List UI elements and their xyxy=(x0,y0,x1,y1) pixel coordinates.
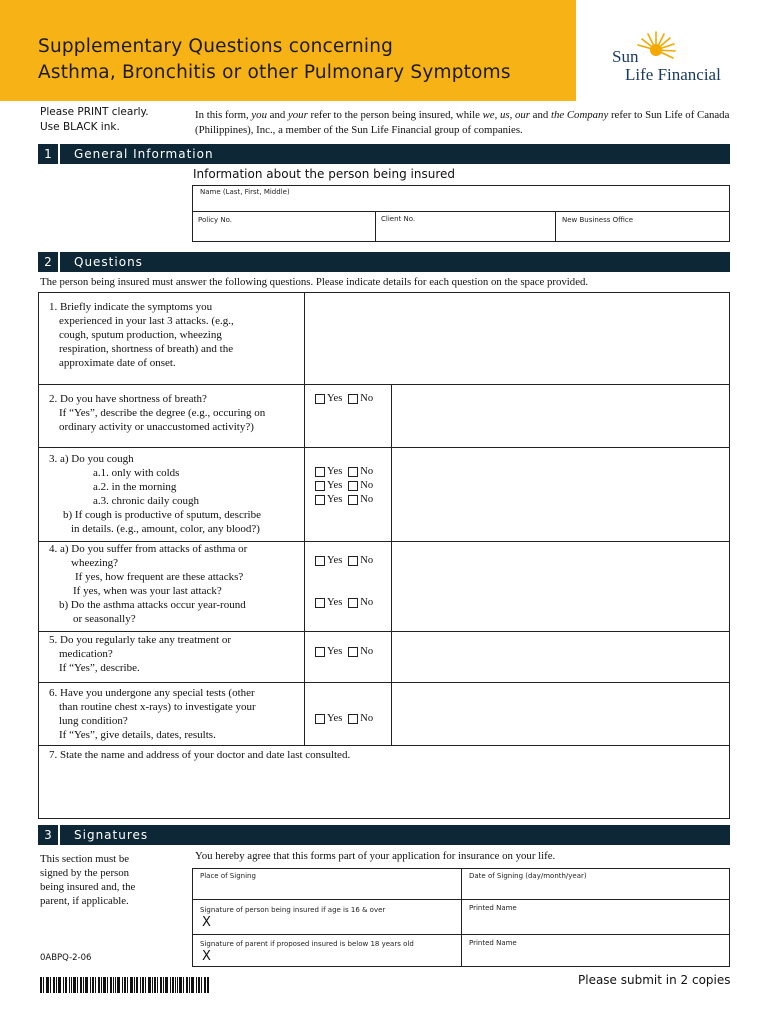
form-title-line2: Asthma, Bronchitis or other Pulmonary Symptoms xyxy=(38,62,511,83)
intro-text: refer to Sun Life of Canada (Philippines), Inc., a member of the Sun Life Financial group of companies. xyxy=(195,109,730,136)
q3a1-yes-no xyxy=(315,466,373,477)
section-2-header xyxy=(38,252,730,272)
signature-x-mark: X xyxy=(202,949,211,964)
place-caption: Place of Signing xyxy=(200,872,256,880)
parent-signature-field[interactable] xyxy=(192,934,462,967)
form-title-line1: Supplementary Questions concerning xyxy=(38,36,394,57)
insured-printed-name-field[interactable] xyxy=(461,899,730,935)
print-clearly-text: Please PRINT clearly. xyxy=(40,106,149,118)
signature-x-mark: X xyxy=(202,915,211,930)
q4b-no-checkbox[interactable] xyxy=(348,598,358,608)
q3a1-no-checkbox[interactable] xyxy=(348,467,358,477)
name-caption: Name (Last, First, Middle) xyxy=(200,188,290,196)
question-2-line: 2. Do you have shortness of breath? xyxy=(49,393,207,405)
question-6-line: lung condition? xyxy=(59,715,128,727)
question-3-line: b) If cough is productive of sputum, describe xyxy=(63,509,261,521)
note-line: signed by the person xyxy=(40,867,130,879)
barcode xyxy=(40,977,210,993)
question-6-line: If “Yes”, give details, dates, results. xyxy=(59,729,216,741)
q5-no-checkbox[interactable] xyxy=(348,647,358,657)
q3a3-yes-checkbox[interactable] xyxy=(315,495,325,505)
q3a3-yes-no xyxy=(315,494,373,505)
intro-you: you xyxy=(251,109,267,121)
no-label: No xyxy=(360,555,374,566)
yes-label: Yes xyxy=(327,713,343,724)
q6-yes-checkbox[interactable] xyxy=(315,714,325,724)
yes-label: Yes xyxy=(327,393,343,404)
question-5-line: medication? xyxy=(59,648,113,660)
name-field[interactable] xyxy=(192,185,730,212)
section-title: Questions xyxy=(74,255,143,269)
question-5-line: 5. Do you regularly take any treatment or xyxy=(49,634,232,646)
yes-label: Yes xyxy=(327,555,343,566)
section-number: 1 xyxy=(38,144,60,164)
q5-yes-checkbox[interactable] xyxy=(315,647,325,657)
yes-label: Yes xyxy=(327,597,343,608)
question-6-answer[interactable] xyxy=(391,682,730,746)
form-code: 0ABPQ-2-06 xyxy=(40,953,92,963)
question-3-answer[interactable] xyxy=(391,447,730,542)
question-4-answer[interactable] xyxy=(391,541,730,632)
intro-the-company: the Company xyxy=(550,109,609,121)
no-label: No xyxy=(360,597,374,608)
client-caption: Client No. xyxy=(381,215,416,223)
yes-label: Yes xyxy=(327,494,343,505)
question-4-line: wheezing? xyxy=(71,557,119,569)
q4a-yes-checkbox[interactable] xyxy=(315,556,325,566)
parent-signature-caption: Signature of parent if proposed insured is below 18 years old xyxy=(200,940,414,948)
q4b-yes-no xyxy=(315,597,373,608)
q3a1-yes-checkbox[interactable] xyxy=(315,467,325,477)
intro-text: refer to the person being insured, while xyxy=(307,109,483,121)
question-2-answer[interactable] xyxy=(391,384,730,448)
section-number: 3 xyxy=(38,825,60,845)
no-label: No xyxy=(360,494,374,505)
question-5-line: If “Yes”, describe. xyxy=(59,662,140,674)
question-1-line: approximate date of onset. xyxy=(59,357,176,369)
print-instructions xyxy=(40,105,180,135)
no-label: No xyxy=(360,713,374,724)
question-1-line: 1. Briefly indicate the symptoms you xyxy=(49,301,213,313)
logo-text-life-financial: Life Financial xyxy=(625,65,721,84)
parent-printed-name-field[interactable] xyxy=(461,934,730,967)
question-7-text: 7. State the name and address of your doctor and date last consulted. xyxy=(49,749,351,761)
policy-number-field[interactable] xyxy=(192,211,376,242)
intro-text: and xyxy=(266,109,288,121)
office-caption: New Business Office xyxy=(562,216,634,224)
section-3-header xyxy=(38,825,730,845)
intro-text: In this form, xyxy=(195,109,252,121)
question-4-line: If yes, when was your last attack? xyxy=(73,585,222,597)
note-line: parent, if applicable. xyxy=(40,895,129,907)
question-2-line: ordinary activity or unaccustomed activity?) xyxy=(59,421,254,433)
logo-text-sun: Sun xyxy=(612,47,639,66)
question-1-line: respiration, shortness of breath) and the xyxy=(59,343,234,355)
q3a3-no-checkbox[interactable] xyxy=(348,495,358,505)
section-title: General Information xyxy=(74,147,214,161)
question-2-line: If “Yes”, describe the degree (e.g., occuring on xyxy=(59,407,266,419)
question-5-answer[interactable] xyxy=(391,631,730,683)
questions-instruction: The person being insured must answer the following questions. Please indicate details for each question on the space provided. xyxy=(40,276,589,288)
insured-signature-caption: Signature of person being insured if age is 16 & over xyxy=(200,906,386,914)
sun-icon xyxy=(632,30,680,70)
q4b-yes-checkbox[interactable] xyxy=(315,598,325,608)
yes-label: Yes xyxy=(327,480,343,491)
question-6-line: than routine chest x-rays) to investigate your xyxy=(59,701,256,713)
question-1-line: cough, sputum production, wheezing xyxy=(59,329,222,341)
question-4-line: If yes, how frequent are these attacks? xyxy=(75,571,244,583)
intro-your: your xyxy=(287,109,308,121)
section-1-subtitle: Information about the person being insured xyxy=(193,167,456,181)
q3a2-yes-checkbox[interactable] xyxy=(315,481,325,491)
note-line: This section must be xyxy=(40,853,130,865)
agreement-text: You hereby agree that this forms part of your application for insurance on your life. xyxy=(195,850,556,862)
q3a2-yes-no xyxy=(315,480,373,491)
intro-paragraph xyxy=(195,108,735,138)
question-4-line: 4. a) Do you suffer from attacks of asthma or xyxy=(49,543,248,555)
intro-text: and xyxy=(529,109,551,121)
section-number: 2 xyxy=(38,252,60,272)
question-5-yesno-cell xyxy=(304,631,392,683)
date-caption: Date of Signing (day/month/year) xyxy=(469,872,587,880)
q2-no-checkbox[interactable] xyxy=(348,394,358,404)
question-3-line: a.3. chronic daily cough xyxy=(93,495,199,507)
policy-caption: Policy No. xyxy=(198,216,232,224)
q5-yes-no xyxy=(315,646,373,657)
q2-yes-no xyxy=(315,393,373,404)
q6-yes-no xyxy=(315,713,373,724)
signatures-note xyxy=(40,852,135,908)
section-1-header xyxy=(38,144,730,164)
printed-name-caption: Printed Name xyxy=(469,904,517,912)
no-label: No xyxy=(360,480,374,491)
yes-label: Yes xyxy=(327,466,343,477)
question-4-line: b) Do the asthma attacks occur year-round xyxy=(59,599,246,611)
printed-name-caption: Printed Name xyxy=(469,939,517,947)
question-6-line: 6. Have you undergone any special tests (other xyxy=(49,687,255,699)
question-1-answer[interactable] xyxy=(304,292,730,385)
yes-label: Yes xyxy=(327,646,343,657)
question-3-line: a.1. only with colds xyxy=(93,467,180,479)
place-of-signing-field[interactable] xyxy=(192,868,462,900)
note-line: being insured and, the xyxy=(40,881,136,893)
date-of-signing-field[interactable] xyxy=(461,868,730,900)
question-3-line: in details. (e.g., amount, color, any blood?) xyxy=(71,523,260,535)
question-3-line: 3. a) Do you cough xyxy=(49,453,134,465)
black-ink-text: Use BLACK ink. xyxy=(40,121,120,133)
insured-signature-field[interactable] xyxy=(192,899,462,935)
no-label: No xyxy=(360,466,374,477)
new-business-office-field[interactable] xyxy=(555,211,730,242)
no-label: No xyxy=(360,393,374,404)
q6-no-checkbox[interactable] xyxy=(348,714,358,724)
no-label: No xyxy=(360,646,374,657)
intro-we-us-our: we, us, our xyxy=(482,109,530,121)
client-number-field[interactable] xyxy=(375,211,556,242)
submit-copies-note: Please submit in 2 copies xyxy=(578,973,731,987)
q3a2-no-checkbox[interactable] xyxy=(348,481,358,491)
question-1-line: experienced in your last 3 attacks. (e.g., xyxy=(59,315,234,327)
q2-yes-checkbox[interactable] xyxy=(315,394,325,404)
q4a-yes-no xyxy=(315,555,373,566)
question-4-line: or seasonally? xyxy=(73,613,136,625)
question-3-line: a.2. in the morning xyxy=(93,481,177,493)
q4a-no-checkbox[interactable] xyxy=(348,556,358,566)
sun-life-logo xyxy=(612,30,742,86)
section-title: Signatures xyxy=(74,828,149,842)
